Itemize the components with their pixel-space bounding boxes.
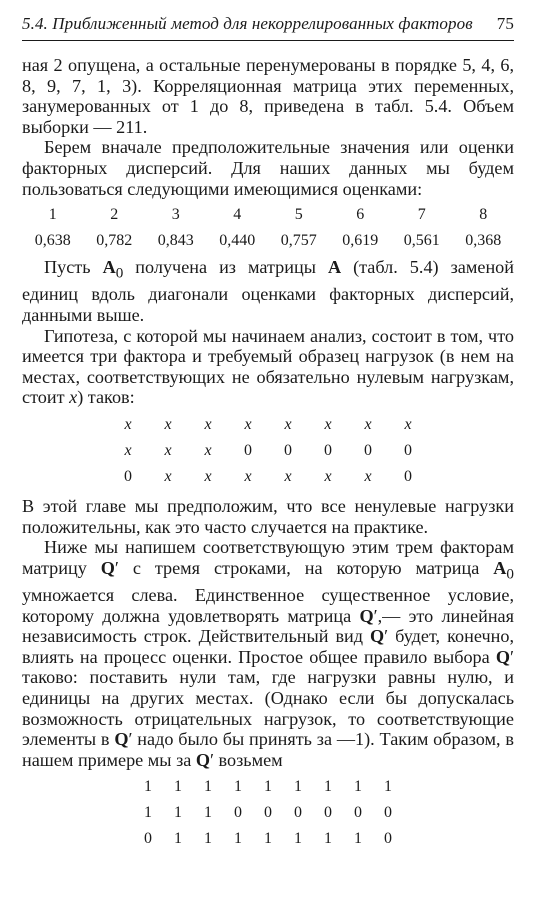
variance-index-6: 6	[356, 206, 365, 224]
q-matrix-cell: 1	[204, 778, 212, 796]
q-matrix-cell: 0	[264, 804, 272, 822]
q-matrix-cell: 1	[174, 830, 182, 848]
loading-pattern-cell: x	[164, 467, 172, 485]
paragraph-variance-intro: Берем вначале предположительные значения или оценки факторных дисперсий. Для наших данных мы будем пользоваться следующими имеющимися оценками:	[22, 137, 514, 199]
loading-pattern-cell: x	[164, 415, 172, 433]
variance-value-2: 0,782	[96, 232, 133, 250]
q-matrix-cell: 0	[384, 804, 392, 822]
q-matrix-cell: 1	[294, 778, 302, 796]
loading-pattern-cell: x	[284, 415, 292, 433]
variance-value-8: 0,368	[465, 232, 502, 250]
paragraph-continuation: ная 2 опущена, а остальные перенумерованы в порядке 5, 4, 6, 8, 9, 7, 1, 3). Корреляционная матрица этих переменных, занумерованных от 1 до 8, приведена в табл. 5.4. Объем выборки — 211.	[22, 55, 514, 137]
paragraph-hypothesis: Гипотеза, с которой мы начинаем анализ, состоит в том, что имеется три фактора и требуемый образец нагрузок (в нем на местах, соответствующих не обязательно нулевым нагрузкам, стоит x) таков:	[22, 325, 514, 408]
q-matrix	[22, 774, 514, 852]
variance-table	[22, 205, 514, 251]
variance-value-4: 0,440	[219, 232, 256, 250]
loading-pattern-cell: x	[204, 441, 212, 459]
variance-index-4: 4	[233, 206, 242, 224]
loading-pattern-cell: x	[364, 415, 372, 433]
loading-pattern-cell: x	[244, 415, 252, 433]
q-matrix-cell: 1	[144, 778, 152, 796]
variance-index-8: 8	[479, 206, 488, 224]
q-matrix-cell: 1	[174, 804, 182, 822]
loading-pattern-cell: 0	[324, 441, 332, 459]
q-matrix-cell: 1	[384, 778, 392, 796]
q-matrix-cell: 1	[354, 778, 362, 796]
running-head	[22, 0, 514, 32]
paragraph-q-matrix: Ниже мы напишем соответствующую этим трем факторам матрицу Q′ с тремя строками, на которую матрица $A_0$ умножается слева. Единственное существенное условие, которому должна удовлетворять матрица Q′,— это линейная независимость строк. Действительный вид Q′ будет, конечно, влиять на процесс оценки. Простое общее правило выбора Q′ таково: поставить нули там, где нагрузки равны нулю, и единицы на других местах. (Однако если бы допускалась возможность отрицательных нагрузок, то соответствующие элементы в Q′ надо было бы принять за —1). Таким образом, в нашем примере мы за Q′ возьмем	[22, 537, 514, 770]
q-matrix-cell: 0	[144, 830, 152, 848]
loading-pattern-cell: 0	[404, 441, 412, 459]
loading-pattern-cell: x	[284, 467, 292, 485]
q-matrix-cell: 0	[384, 830, 392, 848]
loading-pattern-cell: x	[124, 415, 132, 433]
loading-pattern-cell: x	[204, 415, 212, 433]
q-matrix-cell: 1	[234, 778, 242, 796]
variance-index-1: 1	[48, 206, 57, 224]
header-rule	[22, 40, 514, 41]
q-matrix-cell: 1	[174, 778, 182, 796]
loading-pattern-cell: 0	[404, 467, 412, 485]
q-matrix-cell: 1	[324, 778, 332, 796]
loading-pattern-cell: x	[124, 441, 132, 459]
paragraph-positive-loadings: В этой главе мы предположим, что все ненулевые нагрузки положительны, как это часто случается на практике.	[22, 495, 514, 537]
variance-value-6: 0,619	[342, 232, 379, 250]
loading-pattern-cell: x	[164, 441, 172, 459]
q-matrix-cell: 1	[204, 804, 212, 822]
q-matrix-cell: 1	[234, 830, 242, 848]
variance-index-2: 2	[110, 206, 119, 224]
loading-pattern-cell: x	[204, 467, 212, 485]
loading-pattern-cell: 0	[364, 441, 372, 459]
loading-pattern-cell: x	[364, 467, 372, 485]
loading-pattern-cell: 0	[284, 441, 292, 459]
variance-index-7: 7	[417, 206, 426, 224]
variance-index-3: 3	[171, 206, 180, 224]
q-matrix-cell: 1	[264, 830, 272, 848]
loading-pattern-cell: x	[324, 467, 332, 485]
loading-pattern-matrix	[22, 412, 514, 490]
page-number: 75	[496, 14, 514, 33]
q-matrix-cell: 1	[264, 778, 272, 796]
variance-value-3: 0,843	[157, 232, 194, 250]
q-matrix-cell: 1	[354, 830, 362, 848]
q-matrix-cell: 0	[324, 804, 332, 822]
variance-value-1: 0,638	[34, 232, 71, 250]
q-matrix-cell: 1	[324, 830, 332, 848]
q-matrix-cell: 1	[144, 804, 152, 822]
q-matrix-cell: 0	[294, 804, 302, 822]
loading-pattern-cell: x	[324, 415, 332, 433]
loading-pattern-cell: 0	[124, 467, 132, 485]
loading-pattern-cell: x	[244, 467, 252, 485]
variance-value-5: 0,757	[280, 232, 317, 250]
running-head-title: 5.4. Приближенный метод для некоррелированных факторов	[22, 14, 473, 33]
loading-pattern-cell: 0	[244, 441, 252, 459]
q-matrix-cell: 0	[354, 804, 362, 822]
variance-value-7: 0,561	[403, 232, 440, 250]
variance-index-5: 5	[294, 206, 303, 224]
q-matrix-cell: 1	[204, 830, 212, 848]
q-matrix-cell: 1	[294, 830, 302, 848]
paragraph-a0-definition: Пусть $A_0$ получена из матрицы A (табл. 5.4) заменой единиц вдоль диагонали оценками факторных дисперсий, данными выше.	[22, 257, 515, 325]
loading-pattern-cell: x	[404, 415, 412, 433]
q-matrix-cell: 0	[234, 804, 242, 822]
